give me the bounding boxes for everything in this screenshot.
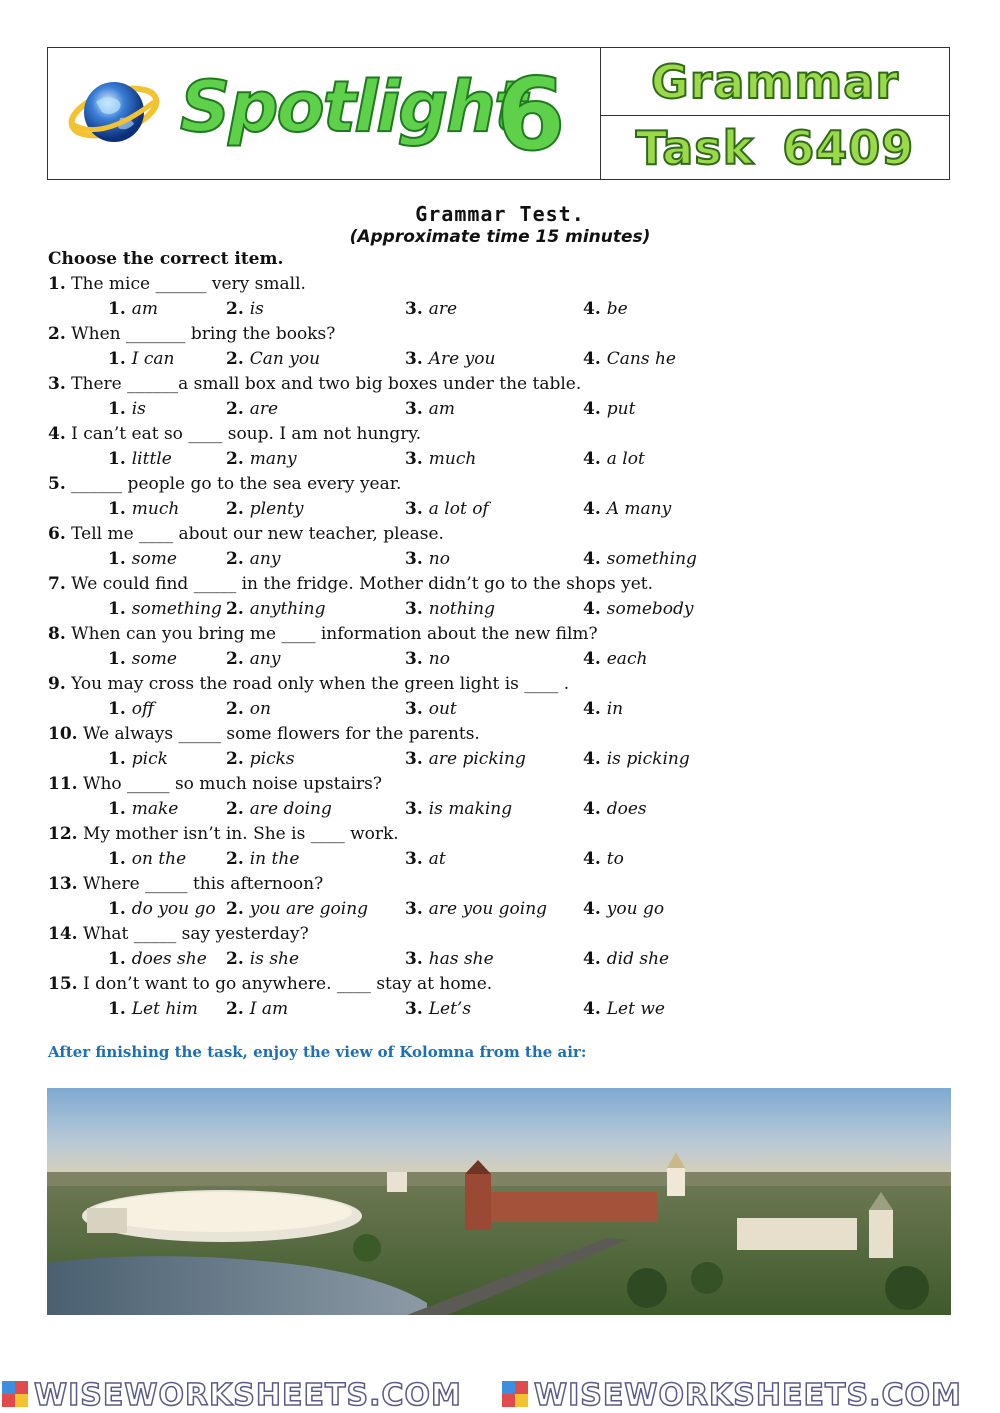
question-1 (48, 274, 306, 294)
option-text: a lot (606, 449, 645, 469)
option-number: 3. (405, 599, 423, 619)
option-number: 2. (226, 299, 244, 319)
question-number: 13. (48, 874, 78, 894)
question-15 (48, 974, 492, 994)
option-text: I can (131, 349, 175, 369)
option-text: are doing (249, 799, 332, 819)
option-text: are (249, 399, 279, 419)
option-text: am (131, 299, 159, 319)
question-14 (48, 924, 309, 944)
option-number: 1. (108, 499, 126, 519)
question-7-option-1[interactable] (108, 599, 222, 619)
option-number: 2. (226, 449, 244, 469)
question-text: What _____ say yesterday? (82, 924, 309, 944)
option-number: 2. (226, 999, 244, 1019)
option-text: Cans he (606, 349, 676, 369)
option-number: 1. (108, 449, 126, 469)
option-text: is (249, 299, 264, 319)
question-number: 11. (48, 774, 78, 794)
question-text: I don’t want to go anywhere. ____ stay at home. (82, 974, 493, 994)
spotlight-logo-number: 6 (496, 56, 566, 173)
option-text: to (606, 849, 624, 869)
question-2-option-1[interactable] (108, 349, 174, 369)
option-number: 1. (108, 349, 126, 369)
question-text: We could find _____ in the fridge. Mother didn’t go to the shops yet. (71, 574, 653, 594)
option-text: in the (249, 849, 300, 869)
option-text: is picking (606, 749, 690, 769)
option-number: 1. (108, 799, 126, 819)
question-6-option-2[interactable] (226, 549, 280, 569)
question-4-option-3[interactable] (405, 449, 476, 469)
question-5-option-1[interactable] (108, 499, 179, 519)
option-number: 1. (108, 899, 126, 919)
option-number: 4. (583, 749, 601, 769)
option-number: 3. (405, 549, 423, 569)
option-number: 3. (405, 649, 423, 669)
option-text: are (428, 299, 458, 319)
question-2 (48, 324, 335, 344)
question-5-option-4[interactable] (583, 499, 671, 519)
option-text: some (131, 649, 177, 669)
question-2-option-3[interactable] (405, 349, 495, 369)
option-number: 2. (226, 949, 244, 969)
question-9-option-2[interactable] (226, 699, 271, 719)
question-8-option-4[interactable] (583, 649, 647, 669)
question-14-option-4[interactable] (583, 949, 669, 969)
question-6-option-4[interactable] (583, 549, 697, 569)
question-text: Where _____ this afternoon? (82, 874, 324, 894)
option-number: 4. (583, 549, 601, 569)
question-4-option-1[interactable] (108, 449, 172, 469)
question-3-option-4[interactable] (583, 399, 635, 419)
question-4-option-4[interactable] (583, 449, 645, 469)
option-text: is (131, 399, 146, 419)
option-text: any (249, 549, 281, 569)
option-text: out (428, 699, 457, 719)
option-number: 1. (108, 849, 126, 869)
question-text: When can you bring me ____ information about the new film? (71, 624, 598, 644)
question-7-option-4[interactable] (583, 599, 694, 619)
question-9-option-4[interactable] (583, 699, 623, 719)
question-number: 7. (48, 574, 66, 594)
question-number: 5. (48, 474, 66, 494)
question-number: 9. (48, 674, 66, 694)
question-4-option-2[interactable] (226, 449, 297, 469)
option-text: put (606, 399, 636, 419)
question-13-option-4[interactable] (583, 899, 664, 919)
option-text: I am (249, 999, 289, 1019)
kolomna-aerial-photo (47, 1088, 951, 1315)
task-number: 6409 (782, 120, 915, 175)
question-12-option-2[interactable] (226, 849, 299, 869)
question-number: 10. (48, 724, 78, 744)
question-13-option-3[interactable] (405, 899, 547, 919)
question-8-option-2[interactable] (226, 649, 280, 669)
option-text: nothing (428, 599, 495, 619)
question-number: 1. (48, 274, 66, 294)
question-5-option-2[interactable] (226, 499, 304, 519)
option-number: 1. (108, 699, 126, 719)
option-number: 3. (405, 499, 423, 519)
question-1-option-2[interactable] (226, 299, 264, 319)
option-text: Are you (428, 349, 496, 369)
question-text: I can’t eat so ____ soup. I am not hungry. (71, 424, 422, 444)
option-text: pick (131, 749, 168, 769)
question-text: Tell me ____ about our new teacher, please. (71, 524, 444, 544)
question-text: Who _____ so much noise upstairs? (82, 774, 382, 794)
option-number: 2. (226, 599, 244, 619)
option-text: make (131, 799, 179, 819)
question-15-option-4[interactable] (583, 999, 665, 1019)
question-9-option-1[interactable] (108, 699, 154, 719)
option-text: something (131, 599, 222, 619)
question-1-option-4[interactable] (583, 299, 628, 319)
question-12 (48, 824, 399, 844)
question-9-option-3[interactable] (405, 699, 457, 719)
watermark-text-right: WISEWORKSHEETS.COM (534, 1378, 962, 1413)
question-15-option-3[interactable] (405, 999, 471, 1019)
grammar-cell (601, 48, 949, 116)
question-5-option-3[interactable] (405, 499, 489, 519)
option-number: 4. (583, 499, 601, 519)
option-text: does (606, 799, 647, 819)
option-text: no (428, 649, 450, 669)
task-cell (601, 116, 949, 179)
option-number: 1. (108, 649, 126, 669)
question-text: ______ people go to the sea every year. (71, 474, 402, 494)
footer-note: After finishing the task, enjoy the view of Kolomna from the air: (48, 1043, 587, 1061)
option-text: in (606, 699, 624, 719)
option-text: at (428, 849, 446, 869)
option-number: 1. (108, 749, 126, 769)
option-number: 4. (583, 349, 601, 369)
question-11-option-2[interactable] (226, 799, 332, 819)
option-text: anything (249, 599, 326, 619)
option-number: 4. (583, 899, 601, 919)
question-number: 15. (48, 974, 78, 994)
option-text: do you go (131, 899, 216, 919)
option-number: 3. (405, 999, 423, 1019)
option-number: 1. (108, 999, 126, 1019)
option-text: many (249, 449, 297, 469)
option-text: little (131, 449, 172, 469)
question-10 (48, 724, 480, 744)
option-text: has she (428, 949, 494, 969)
option-text: are you going (428, 899, 548, 919)
question-11-option-4[interactable] (583, 799, 647, 819)
question-text: You may cross the road only when the green light is ____ . (71, 674, 570, 694)
question-number: 2. (48, 324, 66, 344)
question-7-option-3[interactable] (405, 599, 495, 619)
option-number: 3. (405, 449, 423, 469)
question-10-option-2[interactable] (226, 749, 295, 769)
question-5 (48, 474, 401, 494)
option-text: something (606, 549, 697, 569)
option-number: 3. (405, 849, 423, 869)
option-number: 2. (226, 499, 244, 519)
question-14-option-2[interactable] (226, 949, 299, 969)
option-number: 2. (226, 349, 244, 369)
question-14-option-1[interactable] (108, 949, 207, 969)
option-number: 1. (108, 599, 126, 619)
option-number: 4. (583, 799, 601, 819)
option-text: is making (428, 799, 513, 819)
option-text: on (249, 699, 271, 719)
option-text: Can you (249, 349, 321, 369)
question-15-option-1[interactable] (108, 999, 198, 1019)
question-11 (48, 774, 382, 794)
watermark-text-left: WISEWORKSHEETS.COM (34, 1378, 462, 1413)
option-text: much (131, 499, 180, 519)
header-box (47, 47, 950, 180)
question-4 (48, 424, 421, 444)
question-12-option-3[interactable] (405, 849, 446, 869)
logo-cell (48, 48, 601, 179)
option-text: picks (249, 749, 295, 769)
option-number: 3. (405, 699, 423, 719)
option-text: on the (131, 849, 187, 869)
option-text: any (249, 649, 281, 669)
question-9 (48, 674, 569, 694)
option-number: 3. (405, 349, 423, 369)
question-15-option-2[interactable] (226, 999, 288, 1019)
option-number: 2. (226, 749, 244, 769)
question-11-option-3[interactable] (405, 799, 512, 819)
spotlight-logo-text: Spotlight (180, 66, 526, 148)
option-number: 3. (405, 899, 423, 919)
option-text: a lot of (428, 499, 489, 519)
question-text: The mice ______ very small. (71, 274, 306, 294)
option-number: 3. (405, 299, 423, 319)
option-number: 3. (405, 949, 423, 969)
option-number: 2. (226, 699, 244, 719)
option-number: 4. (583, 649, 601, 669)
option-text: A many (606, 499, 672, 519)
option-text: are picking (428, 749, 526, 769)
globe-icon (62, 72, 162, 152)
option-text: no (428, 549, 450, 569)
test-title: Grammar Test. (415, 202, 585, 226)
option-number: 4. (583, 449, 601, 469)
question-text: When _______ bring the books? (71, 324, 336, 344)
option-text: be (606, 299, 628, 319)
option-text: Let’s (428, 999, 472, 1019)
question-6-option-3[interactable] (405, 549, 450, 569)
option-text: you are going (249, 899, 369, 919)
test-instruction: Choose the correct item. (48, 249, 284, 269)
option-text: Let him (131, 999, 198, 1019)
option-number: 2. (226, 549, 244, 569)
question-10-option-1[interactable] (108, 749, 168, 769)
question-8-option-3[interactable] (405, 649, 450, 669)
question-number: 14. (48, 924, 78, 944)
option-number: 1. (108, 399, 126, 419)
question-12-option-1[interactable] (108, 849, 186, 869)
option-text: much (428, 449, 477, 469)
question-number: 3. (48, 374, 66, 394)
option-number: 2. (226, 649, 244, 669)
question-6-option-1[interactable] (108, 549, 177, 569)
question-number: 8. (48, 624, 66, 644)
option-number: 4. (583, 999, 601, 1019)
option-text: did she (606, 949, 670, 969)
question-13-option-2[interactable] (226, 899, 368, 919)
test-subtitle: (Approximate time 15 minutes) (349, 227, 651, 247)
option-text: is she (249, 949, 300, 969)
question-2-option-2[interactable] (226, 349, 320, 369)
question-number: 4. (48, 424, 66, 444)
question-6 (48, 524, 444, 544)
option-number: 4. (583, 699, 601, 719)
option-text: am (428, 399, 456, 419)
task-prefix: Task (635, 120, 755, 175)
question-7-option-2[interactable] (226, 599, 326, 619)
question-1-option-1[interactable] (108, 299, 158, 319)
option-text: somebody (606, 599, 694, 619)
option-number: 4. (583, 599, 601, 619)
question-3-option-1[interactable] (108, 399, 146, 419)
grammar-label: Grammar (650, 54, 900, 109)
question-text: We always _____ some flowers for the parents. (82, 724, 480, 744)
question-3-option-2[interactable] (226, 399, 278, 419)
option-number: 1. (108, 299, 126, 319)
option-number: 2. (226, 849, 244, 869)
option-number: 3. (405, 399, 423, 419)
question-2-option-4[interactable] (583, 349, 676, 369)
option-number: 4. (583, 849, 601, 869)
option-number: 4. (583, 299, 601, 319)
question-12-option-4[interactable] (583, 849, 624, 869)
question-11-option-1[interactable] (108, 799, 178, 819)
option-text: you go (606, 899, 665, 919)
option-number: 2. (226, 899, 244, 919)
question-14-option-3[interactable] (405, 949, 494, 969)
question-text: My mother isn’t in. She is ____ work. (82, 824, 399, 844)
option-number: 2. (226, 799, 244, 819)
question-7 (48, 574, 653, 594)
option-number: 3. (405, 799, 423, 819)
option-text: off (131, 699, 155, 719)
question-3 (48, 374, 581, 394)
option-number: 2. (226, 399, 244, 419)
question-13-option-1[interactable] (108, 899, 216, 919)
option-number: 4. (583, 949, 601, 969)
option-number: 1. (108, 549, 126, 569)
question-10-option-4[interactable] (583, 749, 690, 769)
option-number: 1. (108, 949, 126, 969)
question-8 (48, 624, 598, 644)
option-text: does she (131, 949, 207, 969)
option-text: plenty (249, 499, 304, 519)
question-3-option-3[interactable] (405, 399, 455, 419)
option-text: some (131, 549, 177, 569)
question-text: There ______a small box and two big boxes under the table. (71, 374, 582, 394)
option-text: each (606, 649, 648, 669)
option-number: 3. (405, 749, 423, 769)
option-number: 4. (583, 399, 601, 419)
question-number: 12. (48, 824, 78, 844)
question-8-option-1[interactable] (108, 649, 177, 669)
option-text: Let we (606, 999, 665, 1019)
question-1-option-3[interactable] (405, 299, 457, 319)
question-10-option-3[interactable] (405, 749, 526, 769)
task-label (636, 121, 915, 175)
question-number: 6. (48, 524, 66, 544)
question-13 (48, 874, 323, 894)
